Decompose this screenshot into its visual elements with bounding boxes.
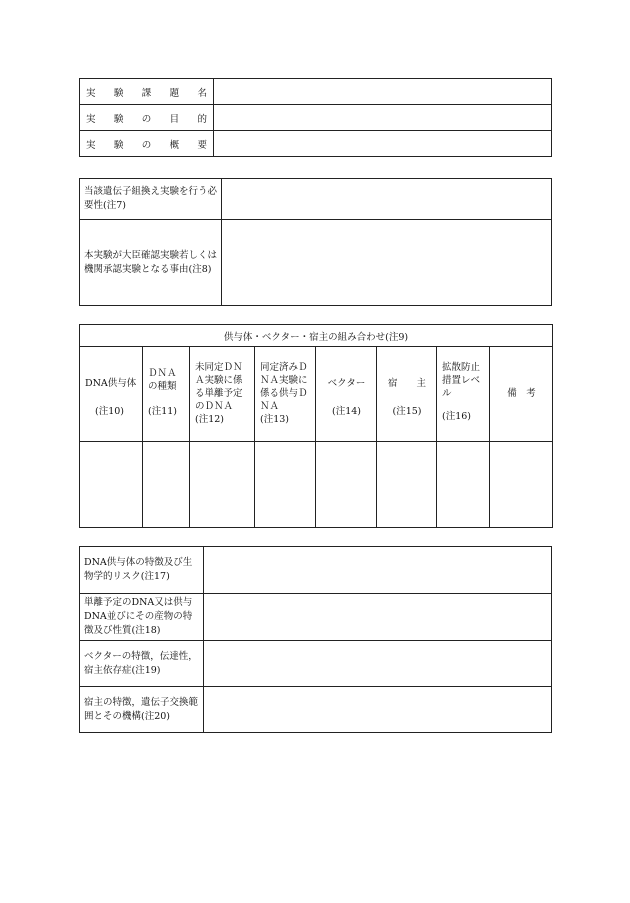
experiment-summary-label: 実 験 の 概 要 — [80, 131, 214, 157]
data-cell[interactable] — [377, 442, 437, 528]
vector-characteristics-label: ベクターの特徴，伝達性，宿主依存症(注19) — [80, 641, 204, 687]
column-header: 同定済みＤＮＡ実験に係る供与ＤＮＡ (注13) — [255, 347, 316, 442]
column-header: ベクター (注14) — [316, 347, 377, 442]
column-header: ＤＮＡの種類 (注11) — [143, 347, 190, 442]
column-header: 未同定ＤＮＡ実験に係る単離予定のＤＮＡ (注12) — [190, 347, 255, 442]
data-cell[interactable] — [316, 442, 377, 528]
experiment-purpose-label: 実 験 の 目 的 — [80, 105, 214, 131]
experiment-purpose-field[interactable] — [214, 105, 552, 131]
table-row — [80, 687, 552, 733]
reason-field[interactable] — [222, 220, 552, 306]
table-row — [80, 105, 552, 131]
column-header: DNA供与体 (注10) — [80, 347, 143, 442]
data-cell[interactable] — [490, 442, 553, 528]
necessity-field[interactable] — [222, 179, 552, 220]
table-row — [80, 131, 552, 157]
host-characteristics-label: 宿主の特徴，遺伝子交換範囲とその機構(注20) — [80, 687, 204, 733]
table-row — [80, 220, 552, 306]
combination-table — [79, 324, 553, 528]
column-header: 備 考 — [490, 347, 553, 442]
table-row — [80, 442, 553, 528]
table-row — [80, 594, 552, 641]
vector-characteristics-field[interactable] — [204, 641, 552, 687]
table-row — [80, 325, 553, 347]
experiment-summary-field[interactable] — [214, 131, 552, 157]
data-cell[interactable] — [255, 442, 316, 528]
column-header: 拡散防止措置レベル (注16) — [437, 347, 490, 442]
reason-label: 本実験が大臣確認実験若しくは機関承認実験となる事由(注8) — [80, 220, 222, 306]
table-row — [80, 179, 552, 220]
data-cell[interactable] — [80, 442, 143, 528]
host-characteristics-field[interactable] — [204, 687, 552, 733]
experiment-info-table — [79, 78, 552, 157]
necessity-label: 当該遺伝子組換え実験を行う必要性(注7) — [80, 179, 222, 220]
necessity-table — [79, 178, 552, 306]
experiment-title-label: 実 験 課 題 名 — [80, 79, 214, 105]
table-row — [80, 79, 552, 105]
combination-title: 供与体・ベクター・宿主の組み合わせ(注9) — [80, 325, 553, 347]
dna-characteristics-field[interactable] — [204, 594, 552, 641]
table-row — [80, 347, 553, 442]
donor-characteristics-field[interactable] — [204, 547, 552, 594]
donor-characteristics-label: DNA供与体の特徴及び生物学的リスク(注17) — [80, 547, 204, 594]
experiment-title-field[interactable] — [214, 79, 552, 105]
characteristics-table — [79, 546, 552, 733]
data-cell[interactable] — [437, 442, 490, 528]
table-row — [80, 547, 552, 594]
column-header: 宿 主 (注15) — [377, 347, 437, 442]
table-row — [80, 641, 552, 687]
data-cell[interactable] — [143, 442, 190, 528]
dna-characteristics-label: 単離予定のDNA又は供与DNA並びにその産物の特徴及び性質(注18) — [80, 594, 204, 641]
data-cell[interactable] — [190, 442, 255, 528]
